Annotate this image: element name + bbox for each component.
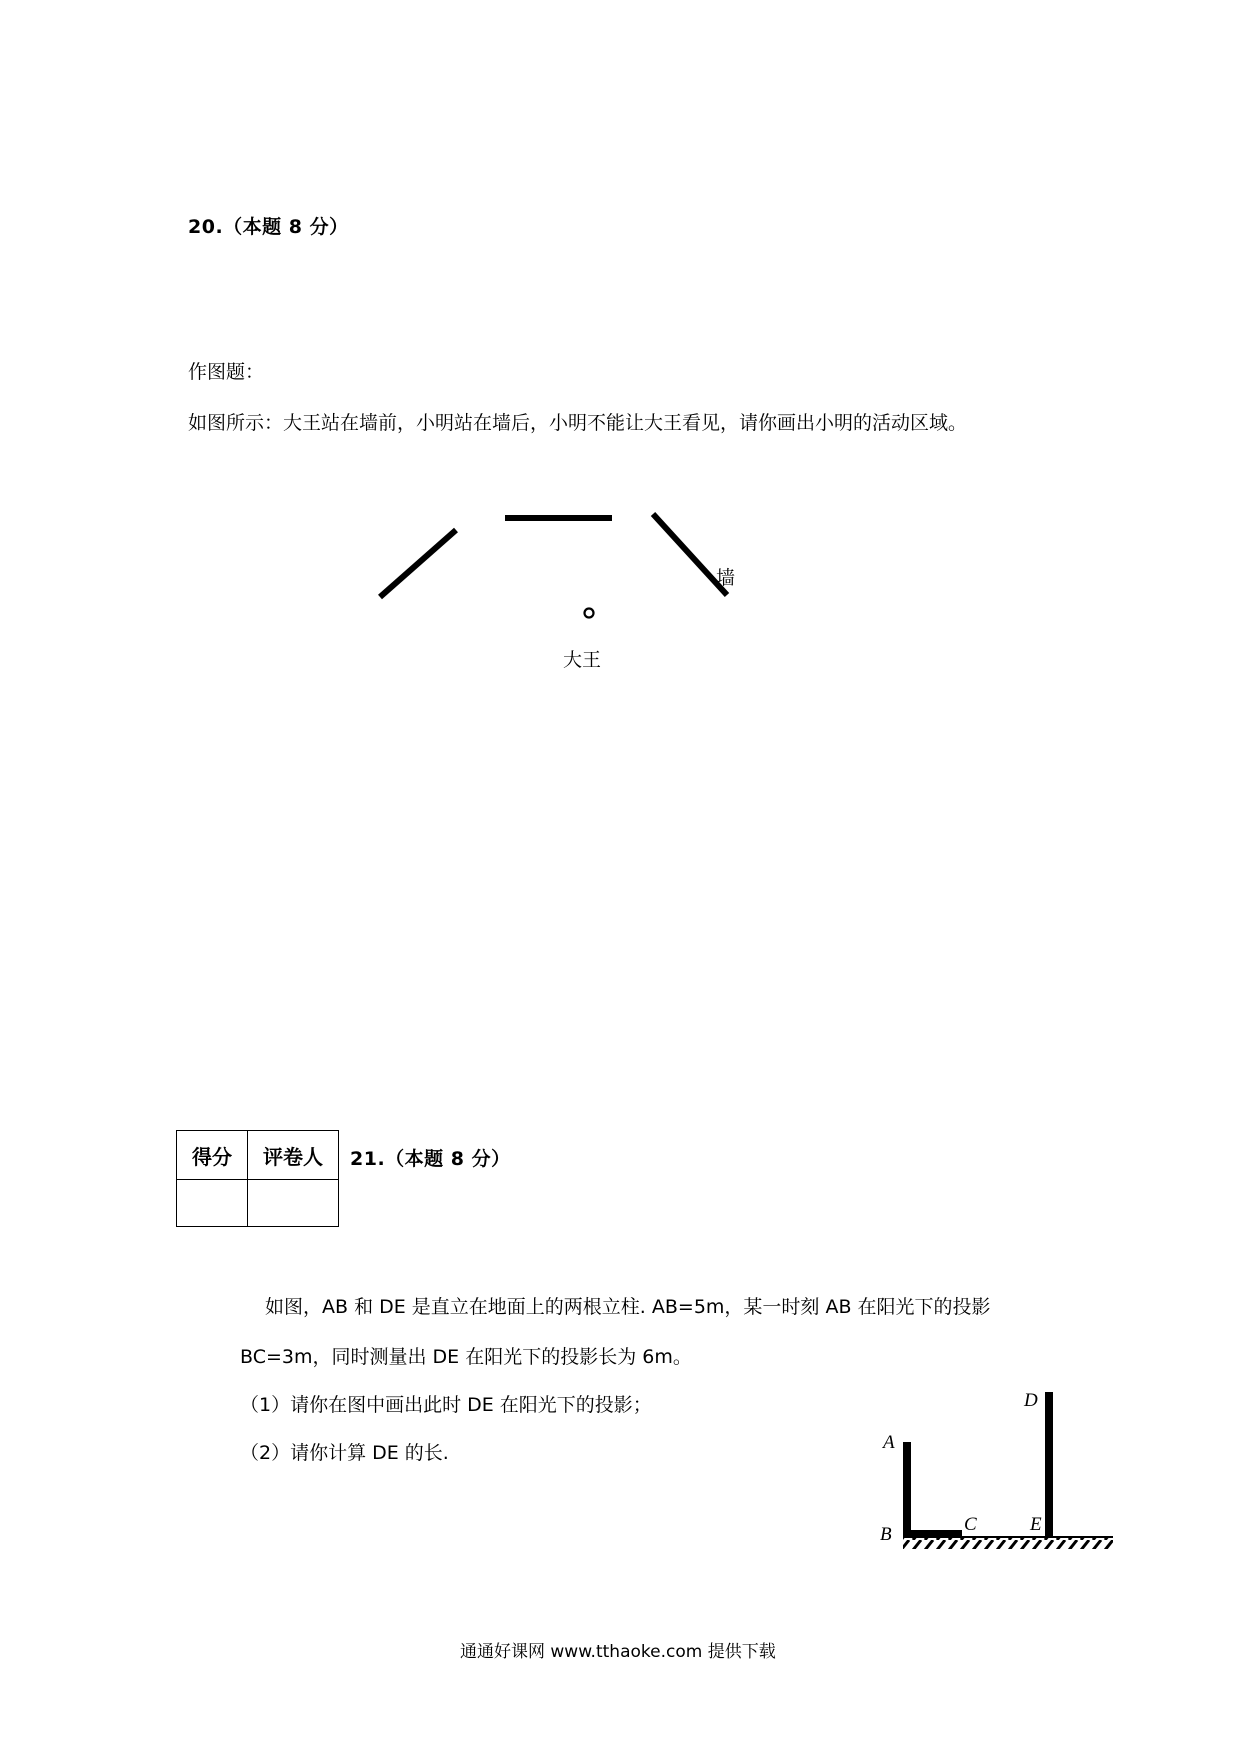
q21-line2: BC=3m，同时测量出 DE 在阳光下的投影长为 6m。 [240, 1346, 692, 1368]
q20-text: 如图所示：大王站在墙前，小明站在墙后，小明不能让大王看见，请你画出小明的活动区域。 [188, 412, 968, 434]
label-c: C [964, 1514, 977, 1535]
ground-hatching [903, 1538, 1113, 1549]
wall-left [380, 530, 456, 597]
king-position-point [585, 609, 594, 618]
page-footer: 通通好课网 www.tthaoke.com 提供下载 [460, 1642, 776, 1662]
grader-cell[interactable] [248, 1180, 339, 1227]
q21-title: 21.（本题 8 分） [350, 1148, 511, 1170]
grader-header: 评卷人 [248, 1131, 339, 1180]
q21-part2: （2）请你计算 DE 的长. [240, 1442, 449, 1464]
label-d: D [1024, 1390, 1038, 1411]
q20-title: 20.（本题 8 分） [188, 216, 349, 238]
q21-part1: （1）请你在图中画出此时 DE 在阳光下的投影； [240, 1394, 652, 1416]
score-cell[interactable] [177, 1180, 248, 1227]
q20-subtitle: 作图题： [188, 361, 265, 383]
king-label: 大王 [563, 649, 602, 671]
label-a: A [883, 1432, 895, 1453]
score-header: 得分 [177, 1131, 248, 1180]
wall-label: 墙 [716, 567, 736, 589]
score-table [176, 1130, 339, 1227]
q21-line1: 如图，AB 和 DE 是直立在地面上的两根立柱. AB=5m，某一时刻 AB 在阳光下的投影 [265, 1296, 991, 1318]
label-b: B [880, 1524, 892, 1545]
label-e: E [1030, 1514, 1042, 1535]
